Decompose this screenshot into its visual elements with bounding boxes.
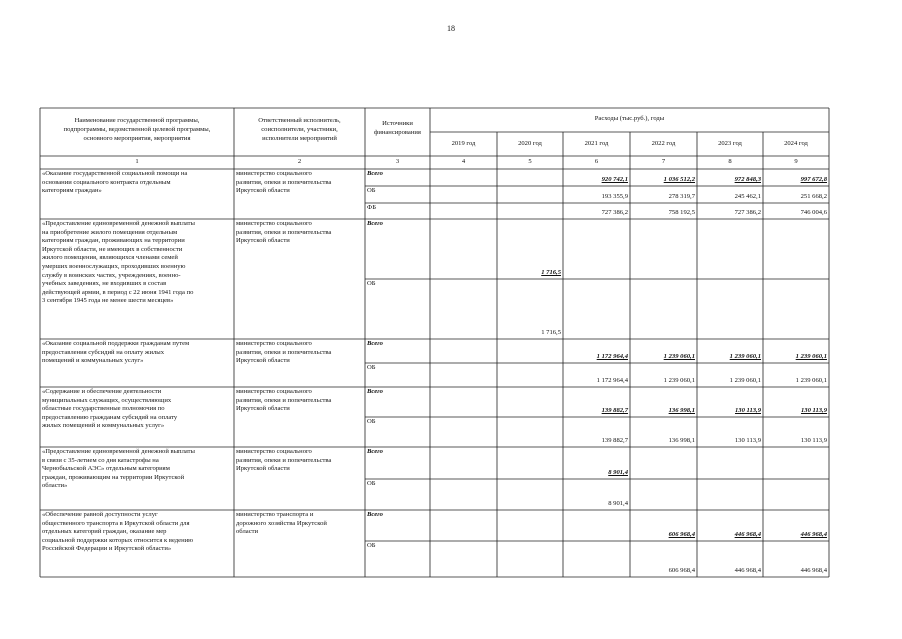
header-column-number: 5 bbox=[528, 158, 532, 165]
row-program-name: основании социального контракта отдельным bbox=[42, 178, 171, 186]
row-value-2024: 1 239 060,1 bbox=[795, 353, 827, 360]
row-program-name: категориям граждан» bbox=[42, 187, 102, 195]
row-value-2020: 1 716,5 bbox=[541, 329, 561, 336]
row-program-name: «Содержание и обеспечение деятельности bbox=[42, 388, 162, 395]
row-value-2022: 606 968,4 bbox=[668, 531, 695, 538]
row-value-2022: 606 968,4 bbox=[668, 567, 695, 574]
row-executor: министерство социального bbox=[236, 220, 312, 227]
row-source-label: Всего bbox=[367, 388, 383, 395]
header-year: 2022 год bbox=[651, 140, 676, 147]
row-value-2024: 746 004,6 bbox=[800, 209, 827, 216]
row-value-2021: 1 172 964,4 bbox=[596, 353, 628, 360]
row-executor: министерство социального bbox=[236, 340, 312, 347]
row-program-name: Чернобыльской АЭС» отдельным категориям bbox=[42, 465, 170, 473]
header-column-number: 4 bbox=[461, 158, 466, 165]
row-source-label: ОБ bbox=[367, 280, 376, 287]
header-executor: Ответственный исполнитель, bbox=[258, 117, 341, 124]
header-program-name: основного мероприятия, мероприятия bbox=[83, 135, 191, 142]
row-program-name: «Предоставление единовременной денежной выплаты bbox=[42, 448, 195, 455]
row-program-name: общественного транспорта в Иркутской области для bbox=[42, 519, 190, 527]
header-year: 2024 год bbox=[784, 140, 808, 147]
header-year: 2023 год bbox=[718, 140, 742, 147]
row-program-name: граждан, проживающим на территории Иркутской bbox=[42, 473, 185, 481]
row-value-2022: 1 239 060,1 bbox=[663, 353, 695, 360]
row-value-2022: 1 036 512,2 bbox=[663, 176, 695, 183]
header-program-name: Наименование государственной программы, bbox=[74, 117, 200, 124]
row-program-name: предоставлению гражданам субсидий на оплату bbox=[42, 413, 178, 421]
row-program-name: социальной поддержки которых относится к ведению bbox=[42, 536, 194, 544]
row-value-2024: 130 113,9 bbox=[800, 407, 827, 414]
row-program-name: категориям граждан, проживающих на территории bbox=[42, 237, 185, 245]
row-program-name: на приобретение жилого помещения отдельным bbox=[42, 228, 178, 236]
header-funding-source: финансирования bbox=[374, 129, 421, 136]
row-program-name: действующей армии, в период с 22 июня 1941 года по bbox=[42, 288, 194, 296]
header-column-number: 6 bbox=[594, 158, 599, 165]
header-executor: исполнители мероприятий bbox=[262, 135, 337, 142]
row-executor: Иркутской области bbox=[236, 357, 290, 365]
row-value-2021: 8 901,4 bbox=[608, 500, 628, 507]
row-value-2024: 130 113,9 bbox=[800, 437, 827, 444]
row-executor: развития, опеки и попечительства bbox=[236, 456, 332, 464]
row-program-name: жилого помещения, являющихся членами семей bbox=[42, 254, 178, 262]
row-program-name: 3 сентября 1945 года не менее шести месяцев» bbox=[42, 297, 174, 305]
row-value-2023: 446 968,4 bbox=[734, 531, 761, 538]
row-program-name: областные государственные полномочия по bbox=[42, 405, 165, 413]
header-year: 2021 год bbox=[584, 140, 609, 147]
row-program-name: области» bbox=[42, 482, 68, 490]
row-executor: Иркутской области bbox=[236, 187, 290, 195]
row-value-2022: 278 319,7 bbox=[668, 193, 695, 200]
row-source-label: Всего bbox=[367, 170, 383, 177]
row-value-2023: 130 113,9 bbox=[734, 407, 761, 414]
row-source-label: Всего bbox=[367, 448, 383, 455]
row-executor: министерство социального bbox=[236, 170, 312, 177]
row-executor: развития, опеки и попечительства bbox=[236, 178, 332, 186]
row-program-name: «Обеспечение равной доступности услуг bbox=[42, 511, 158, 518]
row-value-2024: 997 672,8 bbox=[800, 176, 827, 183]
row-value-2022: 758 192,5 bbox=[668, 209, 695, 216]
header-expenses-title: Расходы (тыс.руб.), годы bbox=[594, 115, 665, 122]
row-value-2021: 193 355,9 bbox=[601, 193, 628, 200]
row-executor: Иркутской области bbox=[236, 405, 290, 413]
header-column-number: 2 bbox=[297, 158, 302, 165]
row-source-label: ОБ bbox=[367, 418, 376, 425]
row-source-label: Всего bbox=[367, 220, 383, 227]
row-program-name: учебных заведениях, не входивших в состав bbox=[42, 280, 167, 288]
row-executor: развития, опеки и попечительства bbox=[236, 348, 332, 356]
row-executor: развития, опеки и попечительства bbox=[236, 228, 332, 236]
row-value-2022: 136 998,1 bbox=[668, 437, 695, 444]
row-executor: Иркутской области bbox=[236, 237, 290, 245]
header-year: 2020 год bbox=[518, 140, 542, 147]
header-column-number: 8 bbox=[728, 158, 732, 165]
row-executor: министерство социального bbox=[236, 448, 312, 455]
row-value-2024: 1 239 060,1 bbox=[795, 377, 827, 384]
row-source-label: ОБ bbox=[367, 187, 376, 194]
row-value-2021: 139 882,7 bbox=[601, 437, 628, 444]
row-value-2024: 446 968,4 bbox=[800, 531, 827, 538]
row-program-name: «Предоставление единовременной денежной выплаты bbox=[42, 220, 195, 227]
row-executor: развития, опеки и попечительства bbox=[236, 396, 332, 404]
header-year: 2019 год bbox=[451, 140, 476, 147]
row-source-label: ОБ bbox=[367, 480, 376, 487]
row-value-2021: 139 882,7 bbox=[601, 407, 628, 414]
row-value-2021: 727 386,2 bbox=[601, 209, 628, 216]
row-source-label: Всего bbox=[367, 511, 383, 518]
row-program-name: отдельных категорий граждан, оказание мер bbox=[42, 528, 167, 536]
row-program-name: Российской Федерации и Иркутской области» bbox=[42, 545, 172, 553]
row-value-2023: 727 386,2 bbox=[734, 209, 761, 216]
header-column-number: 1 bbox=[135, 158, 139, 165]
row-executor: министерство транспорта и bbox=[236, 511, 314, 518]
row-program-name: помещений и коммунальных услуг» bbox=[42, 357, 144, 365]
page-number: 18 bbox=[447, 24, 455, 33]
row-source-label: ОБ bbox=[367, 364, 376, 371]
header-column-number: 3 bbox=[395, 158, 400, 165]
row-executor: дорожного хозяйства Иркутской bbox=[236, 519, 327, 527]
row-value-2021: 920 742,1 bbox=[601, 176, 628, 183]
header-funding-source: Источники bbox=[382, 120, 413, 127]
row-value-2024: 446 968,4 bbox=[800, 567, 827, 574]
row-value-2021: 8 901,4 bbox=[608, 469, 628, 476]
row-value-2021: 1 172 964,4 bbox=[596, 377, 628, 384]
row-value-2022: 136 998,1 bbox=[668, 407, 695, 414]
row-program-name: предоставления субсидий на оплату жилых bbox=[42, 348, 165, 356]
row-value-2020: 1 716,5 bbox=[541, 269, 561, 276]
row-executor: министерство социального bbox=[236, 388, 312, 395]
row-value-2023: 245 462,1 bbox=[734, 193, 761, 200]
header-column-number: 9 bbox=[794, 158, 798, 165]
header-column-number: 7 bbox=[661, 158, 666, 165]
row-program-name: умерших военнослужащих, проходивших военную bbox=[42, 263, 186, 270]
row-program-name: в связи с 35-летием со дня катастрофы на bbox=[42, 456, 159, 464]
header-program-name: подпрограммы, ведомственной целевой программы, bbox=[63, 126, 211, 133]
header-executor: соисполнители, участники, bbox=[261, 126, 338, 133]
row-program-name: Иркутской области, не имеющих в собственности bbox=[42, 245, 183, 253]
row-program-name: жилых помещений и коммунальных услуг» bbox=[42, 422, 165, 430]
row-value-2022: 1 239 060,1 bbox=[663, 377, 695, 384]
row-source-label: ОБ bbox=[367, 542, 376, 549]
row-executor: области bbox=[236, 528, 259, 536]
row-value-2023: 446 968,4 bbox=[734, 567, 761, 574]
row-executor: Иркутской области bbox=[236, 465, 290, 473]
row-value-2023: 972 848,3 bbox=[734, 176, 761, 183]
row-source-label: Всего bbox=[367, 340, 383, 347]
row-program-name: «Оказание социальной поддержки гражданам путем bbox=[42, 340, 190, 347]
row-value-2023: 1 239 060,1 bbox=[729, 353, 761, 360]
row-value-2023: 130 113,9 bbox=[734, 437, 761, 444]
row-source-label: ФБ bbox=[367, 204, 376, 211]
row-program-name: муниципальных служащих, осуществляющих bbox=[42, 396, 172, 404]
row-program-name: службу в воинских частях, учреждениях, военно- bbox=[42, 271, 181, 279]
row-value-2023: 1 239 060,1 bbox=[729, 377, 761, 384]
row-value-2024: 251 668,2 bbox=[800, 193, 827, 200]
row-program-name: «Оказание государственной социальной помощи на bbox=[42, 170, 188, 177]
